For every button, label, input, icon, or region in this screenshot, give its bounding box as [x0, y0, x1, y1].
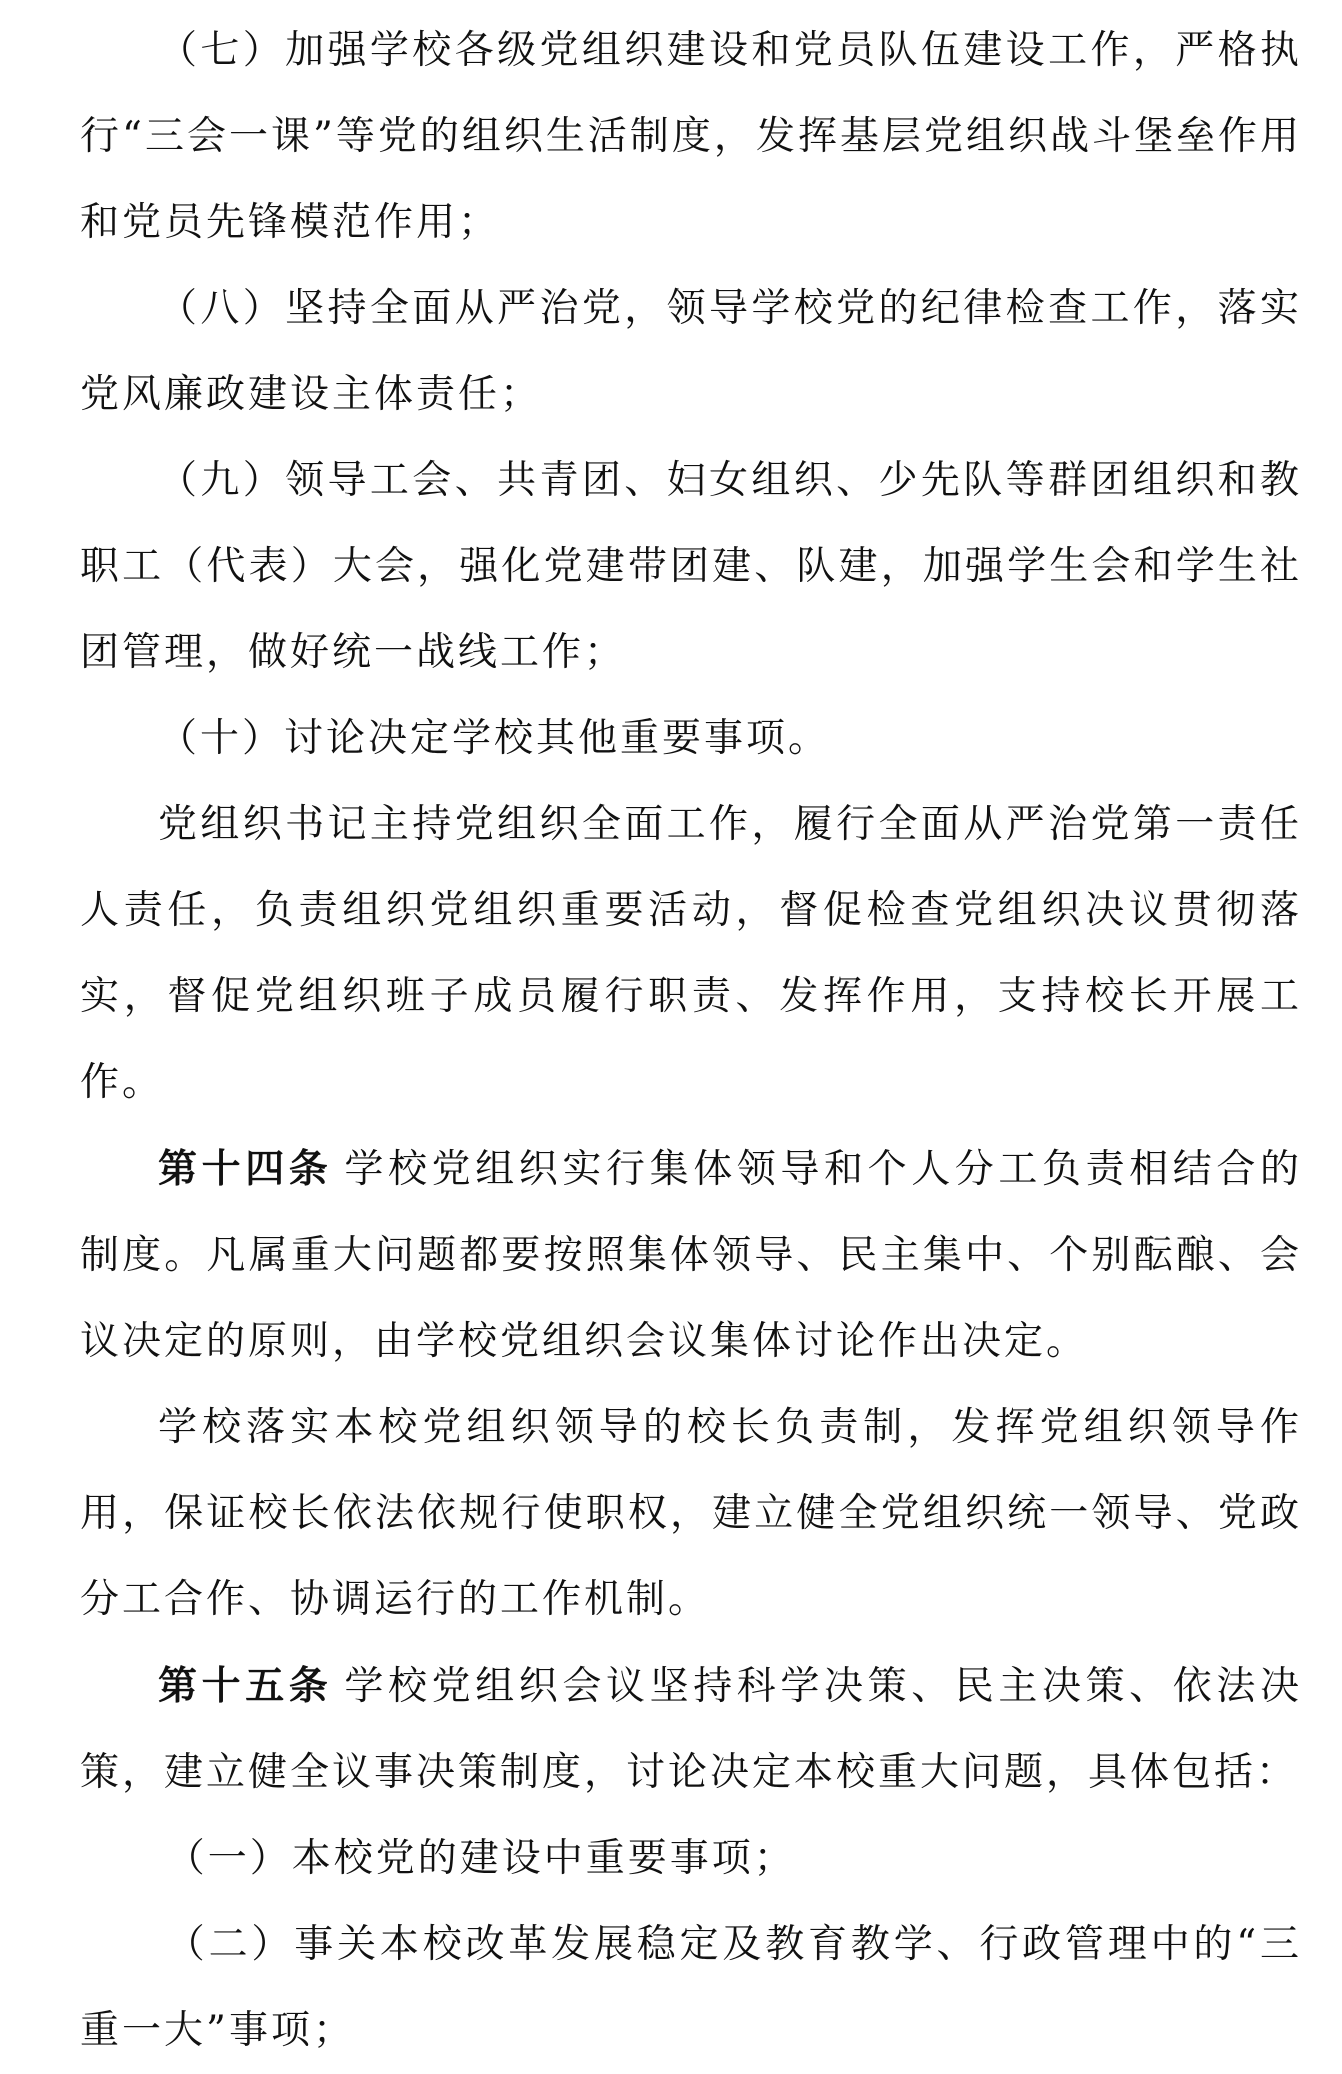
paragraph-item-7: （七）加强学校各级党组织建设和党员队伍建设工作，严格执行“三会一课”等党的组织生活制度，发挥基层党组织战斗堡垒作用和党员先锋模范作用；	[80, 28, 1302, 245]
article-14	[80, 1126, 1302, 1385]
paragraph-secretary-duties: 党组织书记主持党组织全面工作，履行全面从严治党第一责任人责任，负责组织党组织重要活动，督促检查党组织决议贯彻落实，督促党组织班子成员履行职责、发挥作用，支持校长开展工作。	[80, 802, 1302, 1105]
article-14-body: 学校党组织实行集体领导和个人分工负责相结合的制度。凡属重大问题都要按照集体领导、民主集中、个别酝酿、会议决定的原则，由学校党组织会议集体讨论作出决定。	[80, 1147, 1302, 1364]
article-15	[80, 1643, 1302, 1816]
paragraph-item-10: （十）讨论决定学校其他重要事项。	[158, 716, 831, 761]
article-15-item-1: （一）本校党的建设中重要事项；	[165, 1836, 796, 1881]
article-15-heading: 第十五条	[158, 1663, 333, 1709]
article-15-item-2: （二）事关本校改革发展稳定及教育教学、行政管理中的“三重一大”事项；	[80, 1922, 1302, 2053]
article-14-heading: 第十四条	[158, 1146, 333, 1192]
paragraph-item-9: （九）领导工会、共青团、妇女组织、少先队等群团组织和教职工（代表）大会，强化党建带团建、队建，加强学生会和学生社团管理，做好统一战线工作；	[80, 458, 1302, 675]
paragraph-item-8: （八）坚持全面从严治党，领导学校党的纪律检查工作，落实党风廉政建设主体责任；	[80, 286, 1302, 417]
paragraph-principal-responsibility: 学校落实本校党组织领导的校长负责制，发挥党组织领导作用，保证校长依法依规行使职权，建立健全党组织统一领导、党政分工合作、协调运行的工作机制。	[80, 1405, 1302, 1622]
article-15-body: 学校党组织会议坚持科学决策、民主决策、依法决策，建立健全议事决策制度，讨论决定本校重大问题，具体包括：	[80, 1664, 1302, 1795]
